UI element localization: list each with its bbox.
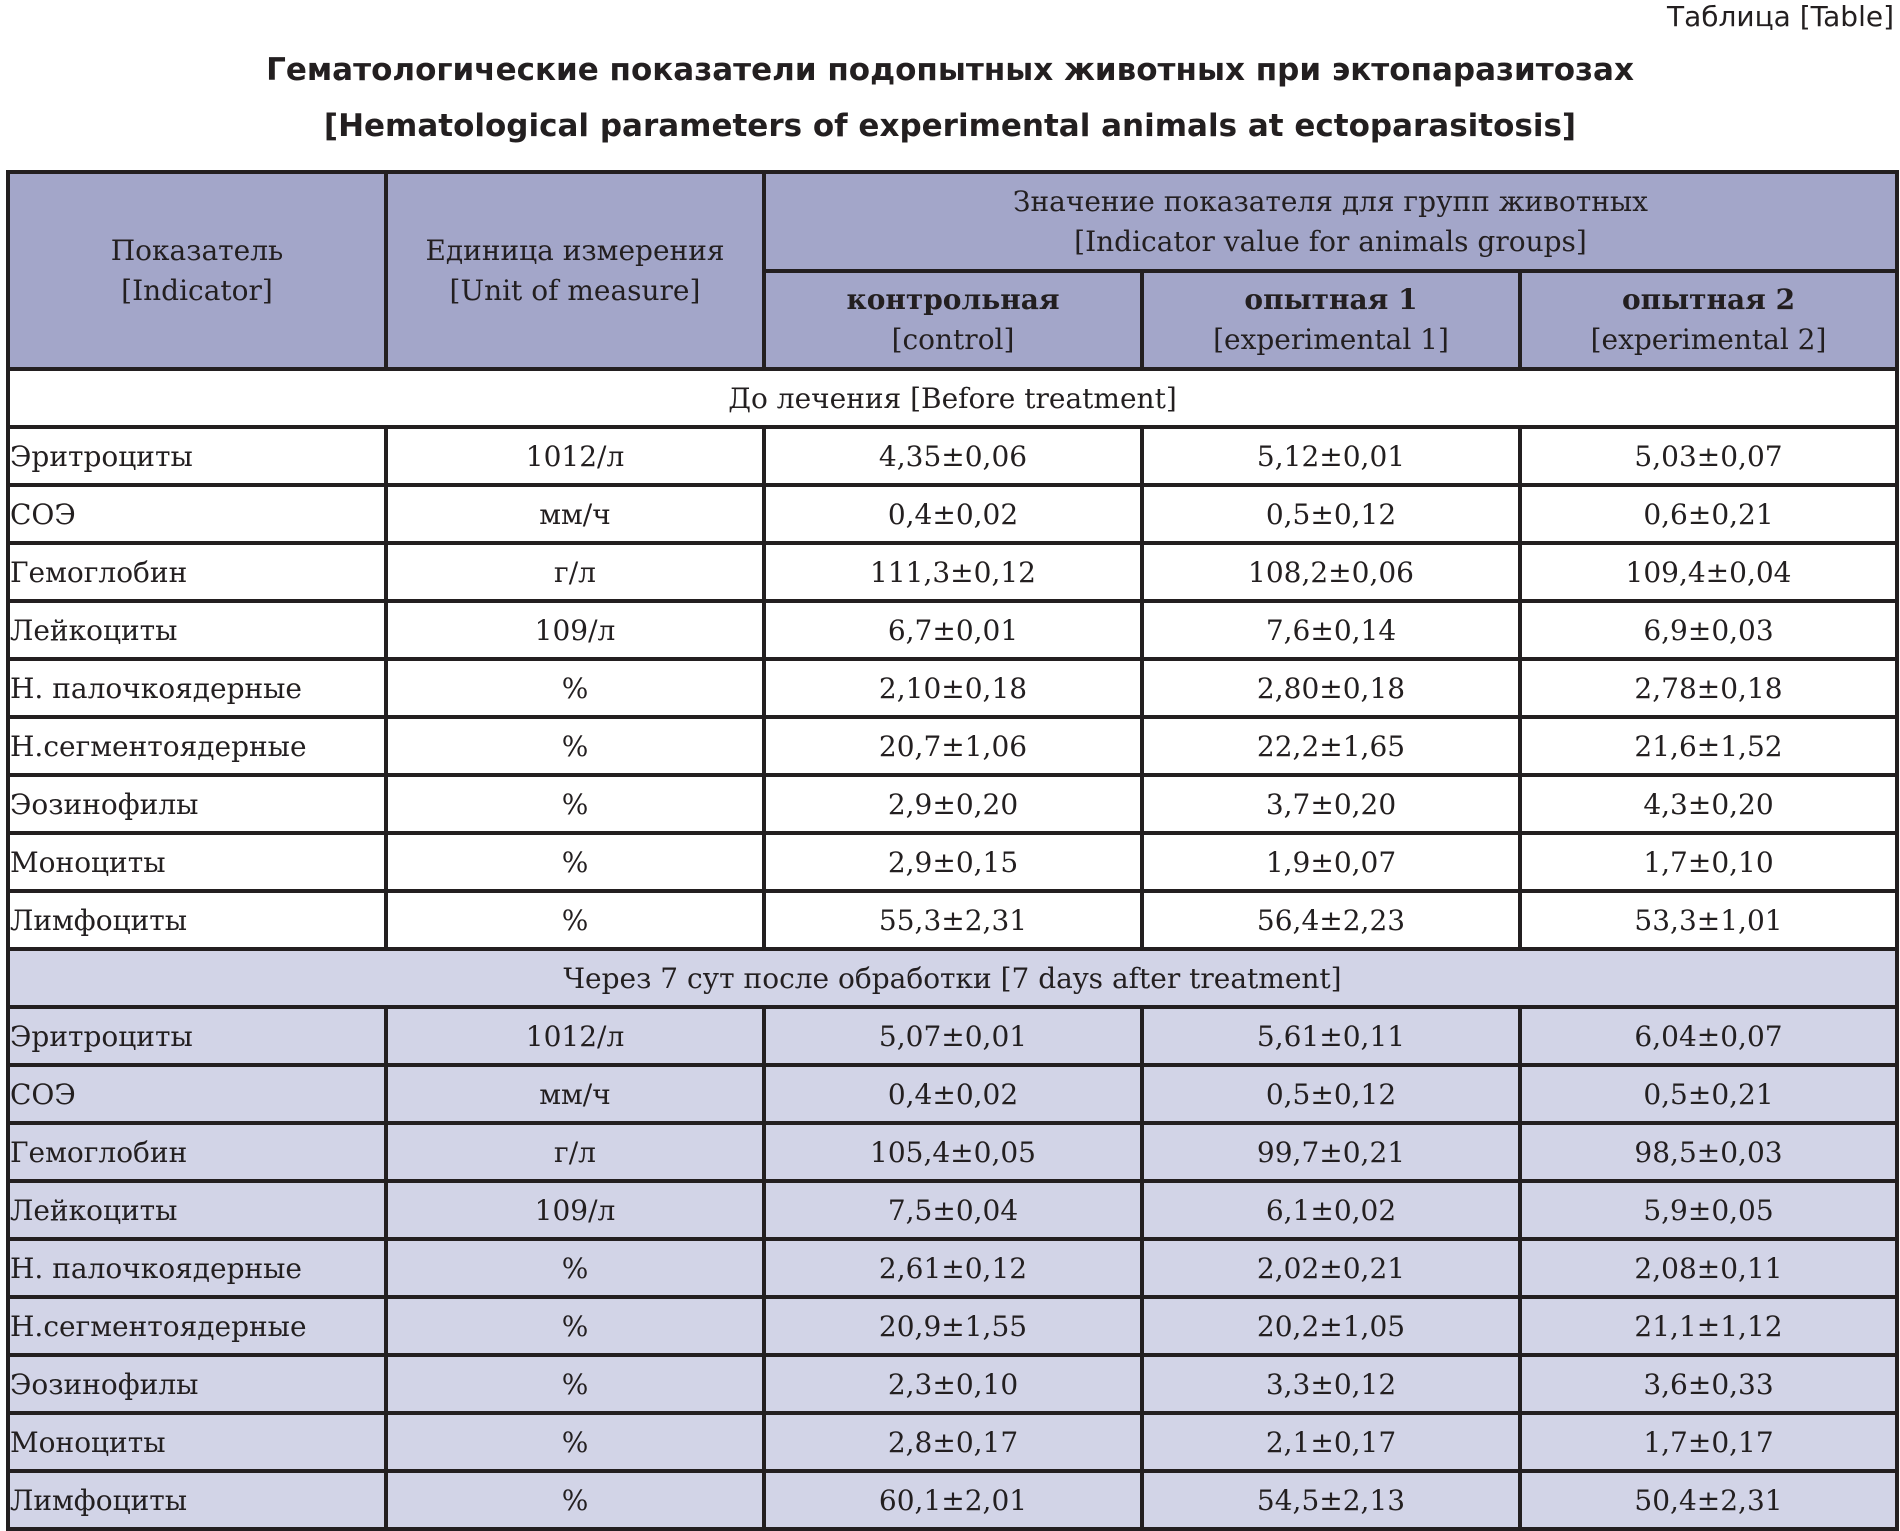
cell-experimental-1: 6,1±0,02 [1142, 1181, 1520, 1239]
cell-unit: % [386, 1413, 764, 1471]
header-experimental-1: опытная 1 [experimental 1] [1142, 271, 1520, 369]
table-row [8, 775, 1897, 833]
cell-unit: % [386, 833, 764, 891]
cell-experimental-2: 0,5±0,21 [1520, 1065, 1897, 1123]
cell-unit: % [386, 1355, 764, 1413]
cell-experimental-2: 109,4±0,04 [1520, 543, 1897, 601]
cell-experimental-1: 20,2±1,05 [1142, 1297, 1520, 1355]
cell-control: 2,8±0,17 [764, 1413, 1142, 1471]
table-row [8, 717, 1897, 775]
cell-control: 55,3±2,31 [764, 891, 1142, 949]
cell-experimental-2: 6,04±0,07 [1520, 1007, 1897, 1065]
cell-indicator: Н.сегментоядерные [8, 717, 386, 775]
cell-experimental-1: 0,5±0,12 [1142, 1065, 1520, 1123]
cell-experimental-2: 53,3±1,01 [1520, 891, 1897, 949]
cell-unit: % [386, 775, 764, 833]
cell-experimental-1: 3,3±0,12 [1142, 1355, 1520, 1413]
cell-unit: 109/л [386, 1181, 764, 1239]
cell-unit: 1012/л [386, 427, 764, 485]
section-label-after: Через 7 сут после обработки [7 days after treatment] [8, 949, 1897, 1007]
cell-control: 105,4±0,05 [764, 1123, 1142, 1181]
cell-unit: 109/л [386, 601, 764, 659]
hematology-table [6, 170, 1899, 1531]
section-label-before: До лечения [Before treatment] [8, 369, 1897, 427]
cell-experimental-1: 1,9±0,07 [1142, 833, 1520, 891]
cell-experimental-2: 2,08±0,11 [1520, 1239, 1897, 1297]
cell-indicator: Н. палочкоядерные [8, 659, 386, 717]
table-row [8, 1065, 1897, 1123]
cell-control: 5,07±0,01 [764, 1007, 1142, 1065]
table-title-ru: Гематологические показатели подопытных животных при эктопаразитозах [266, 52, 1634, 88]
table-row [8, 1239, 1897, 1297]
cell-experimental-1: 2,80±0,18 [1142, 659, 1520, 717]
cell-unit: мм/ч [386, 1065, 764, 1123]
cell-experimental-2: 5,9±0,05 [1520, 1181, 1897, 1239]
cell-indicator: Моноциты [8, 1413, 386, 1471]
cell-indicator: Н.сегментоядерные [8, 1297, 386, 1355]
cell-indicator: Эозинофилы [8, 1355, 386, 1413]
table-row [8, 1471, 1897, 1529]
cell-experimental-1: 0,5±0,12 [1142, 485, 1520, 543]
cell-indicator: Лимфоциты [8, 1471, 386, 1529]
table-row [8, 659, 1897, 717]
cell-control: 7,5±0,04 [764, 1181, 1142, 1239]
header-value-group: Значение показателя для групп животных [Indicator value for animals groups] [764, 172, 1897, 271]
cell-unit: г/л [386, 543, 764, 601]
cell-experimental-1: 2,02±0,21 [1142, 1239, 1520, 1297]
table-label: Таблица [Table] [1667, 0, 1894, 33]
table-row [8, 1355, 1897, 1413]
cell-control: 2,9±0,20 [764, 775, 1142, 833]
cell-experimental-2: 21,1±1,12 [1520, 1297, 1897, 1355]
cell-unit: мм/ч [386, 485, 764, 543]
cell-unit: % [386, 1239, 764, 1297]
cell-unit: 1012/л [386, 1007, 764, 1065]
cell-experimental-2: 98,5±0,03 [1520, 1123, 1897, 1181]
header-unit: Единица измерения [Unit of measure] [386, 172, 764, 369]
table-row [8, 1123, 1897, 1181]
cell-control: 20,9±1,55 [764, 1297, 1142, 1355]
cell-indicator: Гемоглобин [8, 543, 386, 601]
cell-indicator: Эритроциты [8, 427, 386, 485]
cell-experimental-1: 5,61±0,11 [1142, 1007, 1520, 1065]
cell-unit: % [386, 1471, 764, 1529]
table-row [8, 601, 1897, 659]
cell-experimental-2: 3,6±0,33 [1520, 1355, 1897, 1413]
cell-experimental-2: 6,9±0,03 [1520, 601, 1897, 659]
cell-experimental-1: 108,2±0,06 [1142, 543, 1520, 601]
header-experimental-2: опытная 2 [experimental 2] [1520, 271, 1897, 369]
cell-experimental-1: 54,5±2,13 [1142, 1471, 1520, 1529]
cell-control: 6,7±0,01 [764, 601, 1142, 659]
table-row [8, 833, 1897, 891]
cell-unit: % [386, 717, 764, 775]
cell-control: 0,4±0,02 [764, 1065, 1142, 1123]
cell-unit: г/л [386, 1123, 764, 1181]
cell-unit: % [386, 659, 764, 717]
section-after-treatment [8, 949, 1897, 1529]
cell-unit: % [386, 1297, 764, 1355]
cell-indicator: Лейкоциты [8, 601, 386, 659]
cell-experimental-1: 5,12±0,01 [1142, 427, 1520, 485]
cell-experimental-1: 56,4±2,23 [1142, 891, 1520, 949]
cell-indicator: СОЭ [8, 1065, 386, 1123]
table-row [8, 427, 1897, 485]
cell-indicator: Лимфоциты [8, 891, 386, 949]
cell-indicator: СОЭ [8, 485, 386, 543]
cell-control: 20,7±1,06 [764, 717, 1142, 775]
cell-experimental-2: 50,4±2,31 [1520, 1471, 1897, 1529]
cell-control: 4,35±0,06 [764, 427, 1142, 485]
cell-indicator: Эозинофилы [8, 775, 386, 833]
cell-experimental-2: 2,78±0,18 [1520, 659, 1897, 717]
cell-indicator: Лейкоциты [8, 1181, 386, 1239]
cell-control: 2,3±0,10 [764, 1355, 1142, 1413]
cell-experimental-1: 7,6±0,14 [1142, 601, 1520, 659]
table-row [8, 1297, 1897, 1355]
table-row [8, 1007, 1897, 1065]
section-before-treatment [8, 369, 1897, 949]
cell-control: 0,4±0,02 [764, 485, 1142, 543]
table-row [8, 1413, 1897, 1471]
cell-experimental-2: 1,7±0,17 [1520, 1413, 1897, 1471]
cell-experimental-1: 22,2±1,65 [1142, 717, 1520, 775]
cell-experimental-1: 2,1±0,17 [1142, 1413, 1520, 1471]
cell-control: 2,10±0,18 [764, 659, 1142, 717]
cell-experimental-2: 0,6±0,21 [1520, 485, 1897, 543]
cell-experimental-2: 4,3±0,20 [1520, 775, 1897, 833]
cell-indicator: Моноциты [8, 833, 386, 891]
cell-control: 60,1±2,01 [764, 1471, 1142, 1529]
header-control: контрольная [control] [764, 271, 1142, 369]
cell-indicator: Гемоглобин [8, 1123, 386, 1181]
cell-control: 2,61±0,12 [764, 1239, 1142, 1297]
cell-experimental-2: 21,6±1,52 [1520, 717, 1897, 775]
cell-experimental-2: 1,7±0,10 [1520, 833, 1897, 891]
header-indicator: Показатель [Indicator] [8, 172, 386, 369]
table-row [8, 485, 1897, 543]
table-row [8, 543, 1897, 601]
table-row [8, 1181, 1897, 1239]
cell-indicator: Эритроциты [8, 1007, 386, 1065]
cell-experimental-2: 5,03±0,07 [1520, 427, 1897, 485]
cell-control: 2,9±0,15 [764, 833, 1142, 891]
cell-unit: % [386, 891, 764, 949]
cell-control: 111,3±0,12 [764, 543, 1142, 601]
cell-experimental-1: 3,7±0,20 [1142, 775, 1520, 833]
cell-experimental-1: 99,7±0,21 [1142, 1123, 1520, 1181]
cell-indicator: Н. палочкоядерные [8, 1239, 386, 1297]
table-header [8, 172, 1897, 369]
table-title-en: [Hematological parameters of experimental animals at ectoparasitosis] [323, 108, 1577, 144]
table-row [8, 891, 1897, 949]
